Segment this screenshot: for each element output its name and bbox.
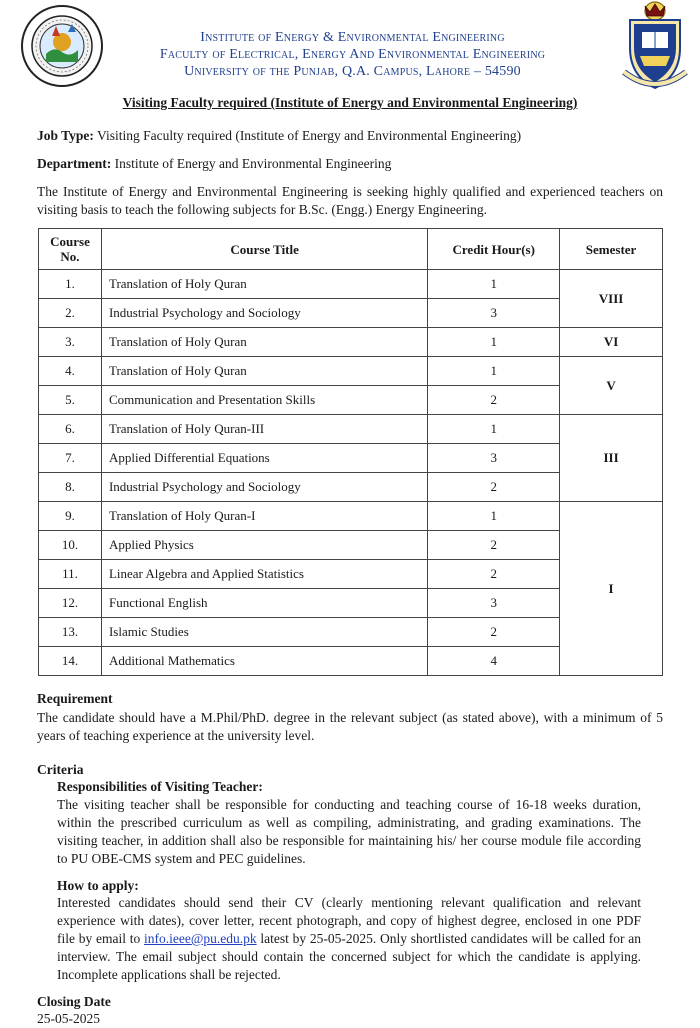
course-title-cell: Industrial Psychology and Sociology: [101, 299, 427, 328]
course-no-cell: 2.: [39, 299, 102, 328]
criteria-heading: Criteria: [37, 762, 84, 777]
how-to-apply-heading: How to apply:: [57, 878, 139, 893]
course-table: [38, 228, 663, 676]
course-no-cell: 13.: [39, 618, 102, 647]
email-link[interactable]: info.ieee@pu.edu.pk: [144, 931, 257, 946]
document-title: Visiting Faculty required (Institute of Energy and Environmental Engineering): [122, 95, 578, 110]
responsibilities-text: The visiting teacher shall be responsible for conducting and teaching course of 16-18 weeks duration, within the prescribed curriculum as well as compiling, administrating, and grading examinations. The visiting teacher, in addition shall also be responsible for maintaining his/ her course module file according to PU OBE-CMS system and PEC guidelines.: [57, 797, 641, 866]
table-row: [39, 415, 663, 444]
credit-hours-cell: 3: [428, 589, 560, 618]
credit-hours-cell: 1: [428, 270, 560, 299]
course-no-cell: 14.: [39, 647, 102, 676]
course-title-cell: Applied Differential Equations: [101, 444, 427, 473]
course-title-cell: Translation of Holy Quran: [101, 357, 427, 386]
header-course-no: Course No.: [39, 229, 102, 270]
semester-cell: V: [560, 357, 663, 415]
credit-hours-cell: 1: [428, 357, 560, 386]
faculty-name: Faculty of Electrical, Energy And Environmental Engineering: [159, 47, 546, 62]
course-title-cell: Translation of Holy Quran: [101, 270, 427, 299]
credit-hours-cell: 1: [428, 328, 560, 357]
course-title-cell: Functional English: [101, 589, 427, 618]
table-header-row: [39, 229, 663, 270]
credit-hours-cell: 3: [428, 444, 560, 473]
job-type-value: Visiting Faculty required (Institute of Energy and Environmental Engineering): [97, 128, 522, 143]
course-no-cell: 7.: [39, 444, 102, 473]
intro-paragraph: The Institute of Energy and Environmental Engineering is seeking highly qualified and experienced teachers on visiting basis to teach the following subjects for B.Sc. (Engg.) Energy Engineering.: [37, 184, 663, 217]
requirement-heading: Requirement: [37, 691, 113, 706]
institute-heading: [110, 29, 595, 80]
course-title-cell: Industrial Psychology and Sociology: [101, 473, 427, 502]
course-no-cell: 10.: [39, 531, 102, 560]
course-title-cell: Translation of Holy Quran-III: [101, 415, 427, 444]
university-crest: [620, 0, 690, 95]
course-no-cell: 6.: [39, 415, 102, 444]
credit-hours-cell: 2: [428, 531, 560, 560]
department-label: Department:: [37, 156, 112, 171]
header-course-title: Course Title: [101, 229, 427, 270]
course-no-cell: 12.: [39, 589, 102, 618]
apply-text-before: Interested candidates should send their CV (clearly mentioning relevant qualification and relevant experience with dates), cover letter, recent photograph, and copy of highest degree, enclosed in one PDF file by email to: [57, 895, 641, 946]
semester-cell: VI: [560, 328, 663, 357]
credit-hours-cell: 4: [428, 647, 560, 676]
course-no-cell: 11.: [39, 560, 102, 589]
table-row: [39, 328, 663, 357]
course-no-cell: 8.: [39, 473, 102, 502]
course-no-cell: 5.: [39, 386, 102, 415]
course-title-cell: Additional Mathematics: [101, 647, 427, 676]
course-title-cell: Translation of Holy Quran-I: [101, 502, 427, 531]
closing-date-heading: Closing Date: [37, 994, 111, 1009]
apply-text-after: latest by 25-05-2025. Only shortlisted candidates will be called for an interview. The email subject should contain the concerned subject for which the candidate is applying. Incomplete applications shall be rejected.: [57, 931, 642, 982]
course-table-body: [39, 270, 663, 676]
course-no-cell: 1.: [39, 270, 102, 299]
institute-name: Institute of Energy & Environmental Engineering: [200, 30, 505, 45]
responsibilities-heading: Responsibilities of Visiting Teacher:: [57, 779, 263, 794]
department-value: Institute of Energy and Environmental Engineering: [114, 156, 392, 171]
credit-hours-cell: 2: [428, 473, 560, 502]
course-title-cell: Linear Algebra and Applied Statistics: [101, 560, 427, 589]
institute-logo: [20, 2, 104, 90]
credit-hours-cell: 3: [428, 299, 560, 328]
credit-hours-cell: 1: [428, 502, 560, 531]
table-row: [39, 357, 663, 386]
department: [37, 155, 663, 173]
course-title-cell: Translation of Holy Quran: [101, 328, 427, 357]
how-to-apply-text: [57, 894, 641, 984]
course-title-cell: Islamic Studies: [101, 618, 427, 647]
university-address: University of the Punjab, Q.A. Campus, Lahore – 54590: [184, 64, 521, 79]
credit-hours-cell: 2: [428, 560, 560, 589]
course-no-cell: 9.: [39, 502, 102, 531]
course-no-cell: 3.: [39, 328, 102, 357]
semester-cell: I: [560, 502, 663, 676]
requirement-text: The candidate should have a M.Phil/PhD. degree in the relevant subject (as stated above), with a minimum of 5 years of teaching experience at the university level.: [37, 710, 663, 743]
header-credit-hours: Credit Hour(s): [428, 229, 560, 270]
job-type-label: Job Type:: [37, 128, 94, 143]
credit-hours-cell: 2: [428, 618, 560, 647]
credit-hours-cell: 1: [428, 415, 560, 444]
semester-cell: III: [560, 415, 663, 502]
letterhead: [0, 0, 700, 95]
course-no-cell: 4.: [39, 357, 102, 386]
header-semester: Semester: [560, 229, 663, 270]
job-type: [37, 127, 663, 145]
course-title-cell: Applied Physics: [101, 531, 427, 560]
credit-hours-cell: 2: [428, 386, 560, 415]
semester-cell: VIII: [560, 270, 663, 328]
closing-date: 25-05-2025: [37, 1011, 100, 1026]
table-row: [39, 270, 663, 299]
table-row: [39, 502, 663, 531]
course-title-cell: Communication and Presentation Skills: [101, 386, 427, 415]
